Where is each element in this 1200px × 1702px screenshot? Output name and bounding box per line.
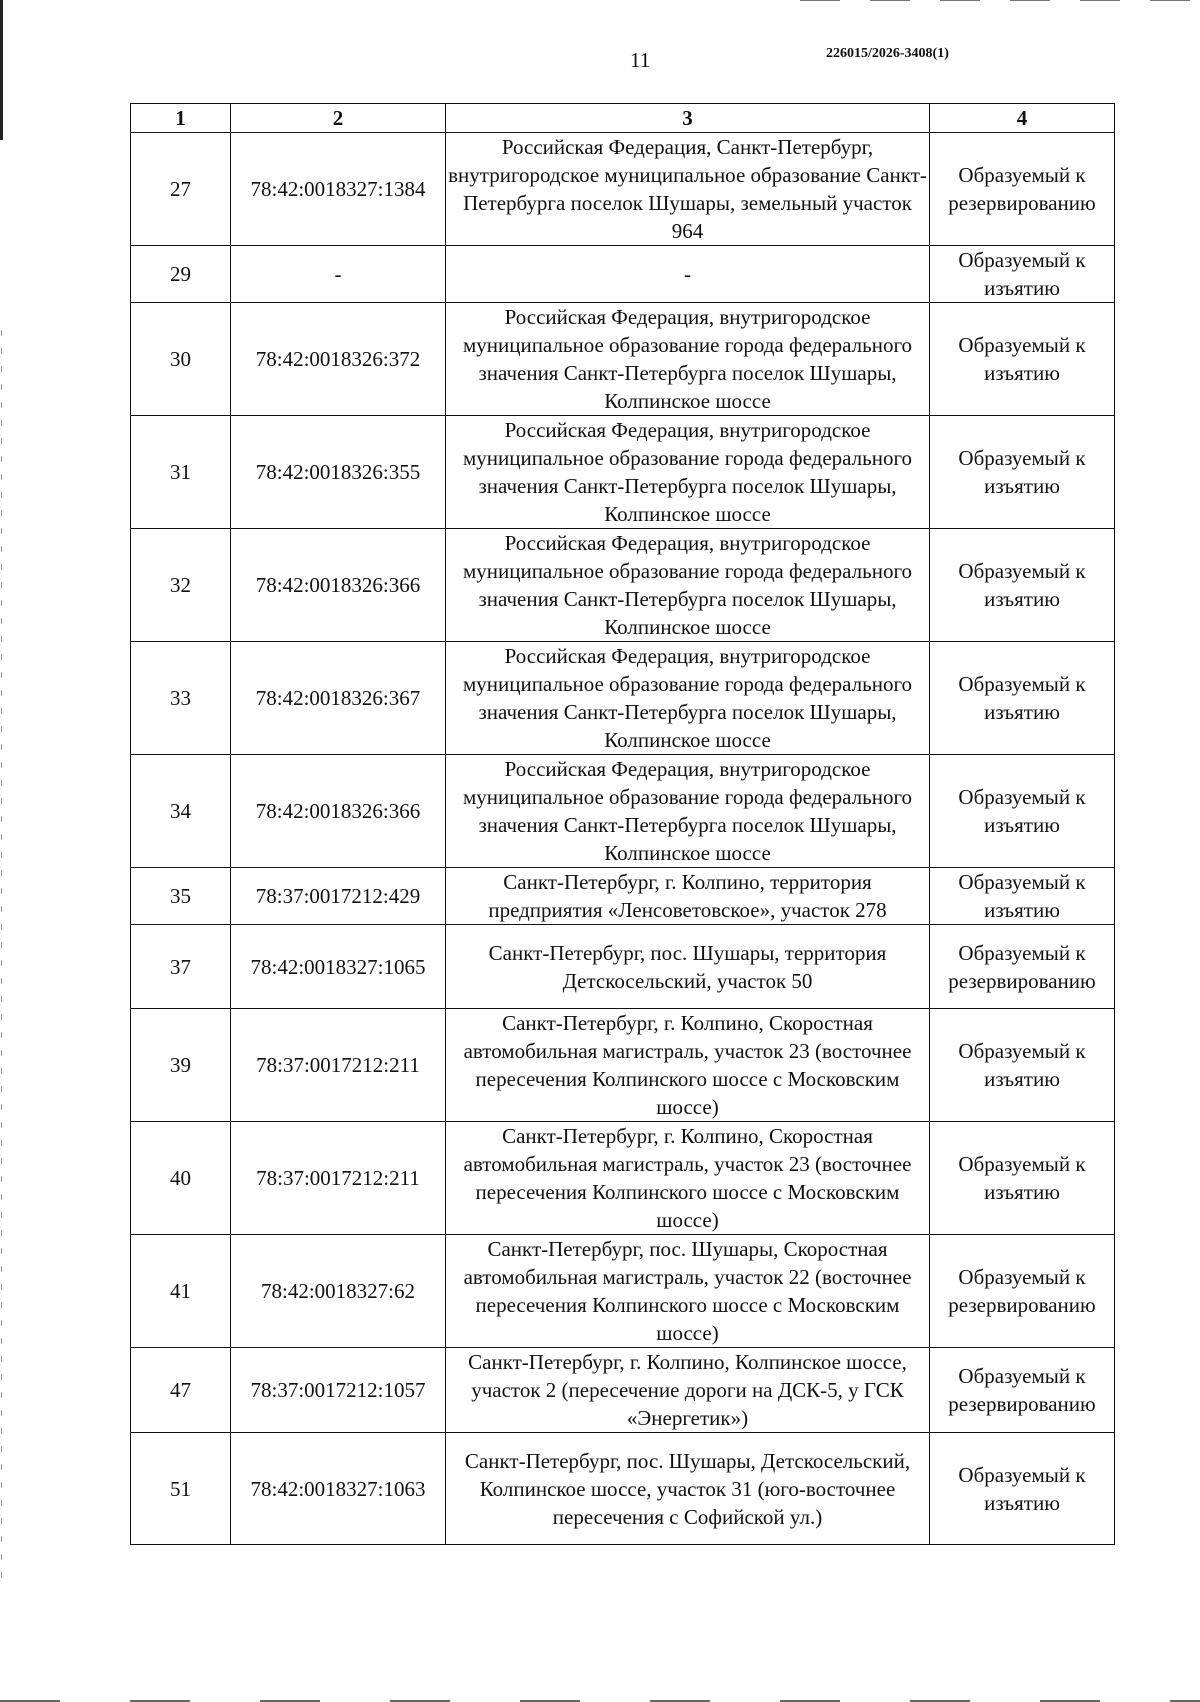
table-row [131, 868, 1115, 925]
table-row [131, 1122, 1115, 1235]
table-header-row [131, 104, 1115, 133]
address: - [446, 246, 930, 303]
status: Образуемый к резервированию [930, 1348, 1115, 1433]
table-row [131, 246, 1115, 303]
address: Российская Федерация, Санкт-Петербург, внутригородское муниципальное образование Санкт-Петербурга поселок Шушары, земельный участок 964 [446, 133, 930, 246]
row-number: 41 [131, 1235, 231, 1348]
status: Образуемый к изъятию [930, 1009, 1115, 1122]
cadastral-number: 78:37:0017212:211 [231, 1009, 446, 1122]
cadastral-number: 78:42:0018326:355 [231, 416, 446, 529]
cadastral-number: 78:42:0018327:1063 [231, 1433, 446, 1545]
table-row [131, 1348, 1115, 1433]
address: Российская Федерация, внутригородское муниципальное образование города федерального значения Санкт-Петербурга поселок Шушары, Колпинское шоссе [446, 529, 930, 642]
scan-edge-mark [0, 0, 3, 140]
address: Российская Федерация, внутригородское муниципальное образование города федерального значения Санкт-Петербурга поселок Шушары, Колпинское шоссе [446, 755, 930, 868]
row-number: 51 [131, 1433, 231, 1545]
status: Образуемый к изъятию [930, 868, 1115, 925]
table-row [131, 133, 1115, 246]
status: Образуемый к изъятию [930, 416, 1115, 529]
row-number: 37 [131, 925, 231, 1009]
land-plots-table [130, 103, 1115, 1545]
address: Российская Федерация, внутригородское муниципальное образование города федерального значения Санкт-Петербурга поселок Шушары, Колпинское шоссе [446, 416, 930, 529]
column-header-cadastral: 2 [231, 104, 446, 133]
address: Санкт-Петербург, пос. Шушары, Детскосельский, Колпинское шоссе, участок 31 (юго-восточнее пересечения с Софийской ул.) [446, 1433, 930, 1545]
address: Санкт-Петербург, г. Колпино, Скоростная автомобильная магистраль, участок 23 (восточнее пересечения Колпинского шоссе с Московским шоссе) [446, 1122, 930, 1235]
row-number: 40 [131, 1122, 231, 1235]
cadastral-number: 78:42:0018327:1384 [231, 133, 446, 246]
page-number: 11 [630, 48, 651, 72]
cadastral-number: 78:37:0017212:1057 [231, 1348, 446, 1433]
address: Санкт-Петербург, пос. Шушары, территория Детскосельский, участок 50 [446, 925, 930, 1009]
row-number: 32 [131, 529, 231, 642]
cadastral-number: 78:42:0018327:1065 [231, 925, 446, 1009]
row-number: 27 [131, 133, 231, 246]
status: Образуемый к резервированию [930, 925, 1115, 1009]
status: Образуемый к изъятию [930, 303, 1115, 416]
address: Санкт-Петербург, г. Колпино, Скоростная автомобильная магистраль, участок 23 (восточнее пересечения Колпинского шоссе с Московским шоссе) [446, 1009, 930, 1122]
row-number: 29 [131, 246, 231, 303]
row-number: 30 [131, 303, 231, 416]
status: Образуемый к изъятию [930, 1122, 1115, 1235]
table-row [131, 416, 1115, 529]
row-number: 34 [131, 755, 231, 868]
row-number: 35 [131, 868, 231, 925]
table-row [131, 1235, 1115, 1348]
address: Санкт-Петербург, г. Колпино, Колпинское шоссе, участок 2 (пересечение дороги на ДСК-5, у ГСК «Энергетик») [446, 1348, 930, 1433]
cadastral-number: 78:42:0018326:366 [231, 529, 446, 642]
cadastral-number: 78:37:0017212:429 [231, 868, 446, 925]
cadastral-number: 78:42:0018326:366 [231, 755, 446, 868]
status: Образуемый к изъятию [930, 755, 1115, 868]
row-number: 39 [131, 1009, 231, 1122]
row-number: 47 [131, 1348, 231, 1433]
cadastral-number: 78:42:0018326:367 [231, 642, 446, 755]
address: Российская Федерация, внутригородское муниципальное образование города федерального значения Санкт-Петербурга поселок Шушары, Колпинское шоссе [446, 303, 930, 416]
cadastral-number: 78:37:0017212:211 [231, 1122, 446, 1235]
column-header-address: 3 [446, 104, 930, 133]
cadastral-number: 78:42:0018327:62 [231, 1235, 446, 1348]
status: Образуемый к резервированию [930, 133, 1115, 246]
status: Образуемый к резервированию [930, 1235, 1115, 1348]
table-row [131, 529, 1115, 642]
scan-edge-mark [1, 330, 2, 1580]
address: Санкт-Петербург, пос. Шушары, Скоростная автомобильная магистраль, участок 22 (восточнее пересечения Колпинского шоссе с Московским шоссе) [446, 1235, 930, 1348]
column-header-number: 1 [131, 104, 231, 133]
table-row [131, 303, 1115, 416]
status: Образуемый к изъятию [930, 246, 1115, 303]
scan-edge-mark [800, 0, 1200, 1]
document-id: 226015/2026-3408(1) [826, 46, 949, 61]
status: Образуемый к изъятию [930, 529, 1115, 642]
status: Образуемый к изъятию [930, 1433, 1115, 1545]
table-row [131, 1433, 1115, 1545]
cadastral-number: - [231, 246, 446, 303]
row-number: 33 [131, 642, 231, 755]
address: Санкт-Петербург, г. Колпино, территория предприятия «Ленсоветовское», участок 278 [446, 868, 930, 925]
column-header-status: 4 [930, 104, 1115, 133]
table-row [131, 642, 1115, 755]
cadastral-number: 78:42:0018326:372 [231, 303, 446, 416]
table-row [131, 925, 1115, 1009]
address: Российская Федерация, внутригородское муниципальное образование города федерального значения Санкт-Петербурга поселок Шушары, Колпинское шоссе [446, 642, 930, 755]
table-row [131, 1009, 1115, 1122]
row-number: 31 [131, 416, 231, 529]
table-row [131, 755, 1115, 868]
status: Образуемый к изъятию [930, 642, 1115, 755]
